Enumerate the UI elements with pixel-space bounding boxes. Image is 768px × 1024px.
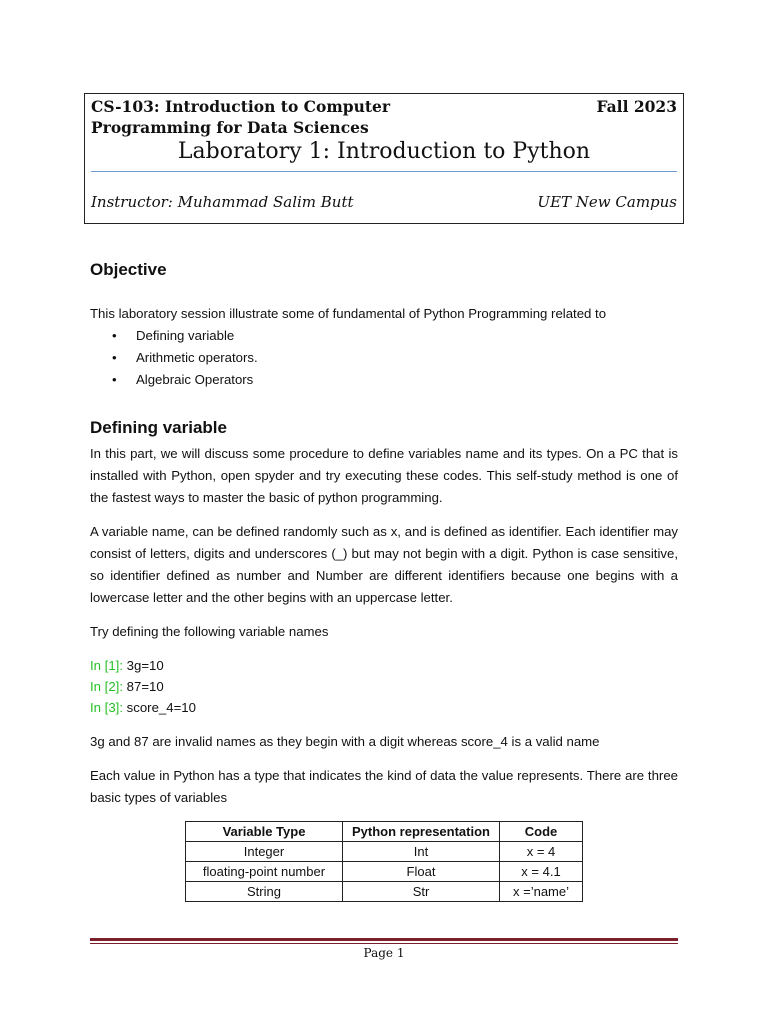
table-row bbox=[186, 862, 583, 882]
instructor-name: Instructor: Muhammad Salim Butt bbox=[91, 193, 354, 211]
course-title: CS-103: Introduction to Computer Programming for Data Sciences bbox=[91, 97, 391, 137]
document-body bbox=[90, 255, 678, 902]
paragraph: Try defining the following variable names bbox=[90, 624, 329, 639]
table-cell: floating-point number bbox=[186, 862, 343, 882]
table-row bbox=[186, 882, 583, 902]
list-item: • Algebraic Operators bbox=[90, 369, 678, 391]
table-cell: x =’name’ bbox=[500, 882, 583, 902]
table-cell: Str bbox=[343, 882, 500, 902]
code-text: 3g=10 bbox=[123, 658, 164, 673]
objective-heading: Objective bbox=[90, 260, 167, 279]
header-box bbox=[84, 93, 684, 224]
table-header-cell: Python representation bbox=[343, 822, 500, 842]
table-header-row bbox=[186, 822, 583, 842]
table-header-cell: Variable Type bbox=[186, 822, 343, 842]
footer-divider bbox=[90, 938, 678, 941]
variable-types-table bbox=[185, 821, 583, 902]
code-prompt: In [2]: bbox=[90, 679, 123, 694]
paragraph: In this part, we will discuss some procedure to define variables name and its types. On a PC that is installed with Python, open spyder and try executing these codes. This self-study method is one of the fastest ways to master the basic of python programming. bbox=[90, 446, 678, 505]
table-cell: x = 4.1 bbox=[500, 862, 583, 882]
lab-title: Laboratory 1: Introduction to Python bbox=[177, 139, 591, 164]
paragraph: 3g and 87 are invalid names as they begin with a digit whereas score_4 is a valid name bbox=[90, 734, 600, 749]
table-cell: Int bbox=[343, 842, 500, 862]
code-prompt: In [3]: bbox=[90, 700, 123, 715]
table-header-cell: Code bbox=[500, 822, 583, 842]
term-label: Fall 2023 bbox=[596, 97, 677, 116]
paragraph: Each value in Python has a type that indicates the kind of data the value represents. There are three basic types of variables bbox=[90, 768, 678, 805]
table-cell: String bbox=[186, 882, 343, 902]
objective-list bbox=[90, 325, 678, 391]
table-row bbox=[186, 842, 583, 862]
list-item: • Arithmetic operators. bbox=[90, 347, 678, 369]
table-cell: Float bbox=[343, 862, 500, 882]
list-item: • Defining variable bbox=[90, 325, 678, 347]
code-line bbox=[90, 697, 678, 718]
table-cell: Integer bbox=[186, 842, 343, 862]
page-number: Page 1 bbox=[363, 946, 405, 960]
code-text: score_4=10 bbox=[123, 700, 196, 715]
code-text: 87=10 bbox=[123, 679, 164, 694]
campus-name: UET New Campus bbox=[537, 193, 677, 211]
table-cell: x = 4 bbox=[500, 842, 583, 862]
code-prompt: In [1]: bbox=[90, 658, 123, 673]
defining-heading: Defining variable bbox=[90, 418, 227, 437]
code-line bbox=[90, 655, 678, 676]
objective-intro: This laboratory session illustrate some of fundamental of Python Programming related to bbox=[90, 306, 607, 321]
title-divider bbox=[91, 171, 677, 172]
code-line bbox=[90, 676, 678, 697]
paragraph: A variable name, can be defined randomly such as x, and is defined as identifier. Each identifier may consist of letters, digits and underscores (_) but may not begin with a digit. Python is case sensitive, so identifier defined as number and Number are different identifiers because one begins with a lowercase letter and the other begins with an uppercase letter. bbox=[90, 524, 678, 605]
